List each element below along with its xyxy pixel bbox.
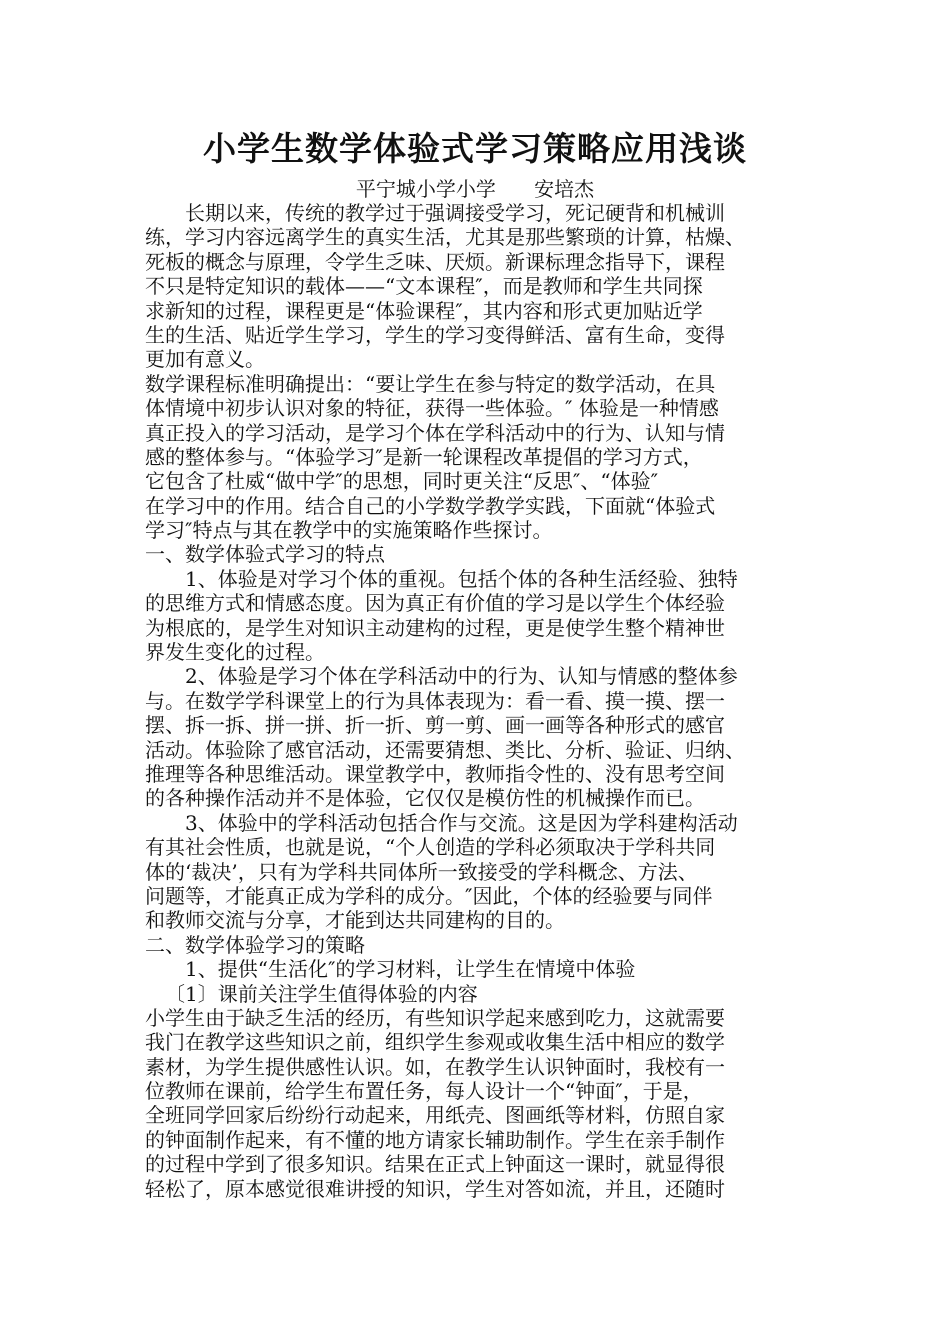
text-line: 和教师交流与分享，才能到达共同建构的目的。 [145,908,565,933]
text-line: 的思维方式和情感态度。因为真正有价值的学习是以学生个体经验 [145,591,725,616]
text-line: 在学习中的作用。结合自己的小学数学教学实践，下面就“体验式 [145,493,716,518]
text-line: 活动。体验除了感官活动，还需要猜想、类比、分析、验证、归纳、 [145,737,745,762]
text-line: 全班同学回家后纷纷行动起来，用纸壳、图画纸等材料，仿照自家 [145,1103,725,1128]
text-line: 体的‘裁决’，只有为学科共同体所一致接受的学科概念、方法、 [145,859,698,884]
author-byline: 平宁城小学小学 安培杰 [355,177,595,201]
text-line: 真正投入的学习活动，是学习个体在学科活动中的行为、认知与情 [145,420,725,445]
text-line: 位教师在课前，给学生布置任务，每人设计一个“钟面″，于是， [145,1079,703,1104]
text-line: 摆、拆一拆、拼一拼、折一折、剪一剪、画一画等各种形式的感官 [145,713,725,738]
text-line: 更加有意义。 [145,347,265,372]
text-line: 数学课程标准明确提出：“要让学生在参与特定的数学活动，在具 [145,371,716,396]
text-line: 的钟面制作起来，有不懂的地方请家长辅助制作。学生在亲手制作 [145,1127,725,1152]
text-line: 〔1〕课前关注学生值得体验的内容 [165,981,478,1006]
text-line: 素材，为学生提供感性认识。如，在教学生认识钟面时，我校有一 [145,1054,725,1079]
text-line: 1、提供“生活化″的学习材料，让学生在情境中体验 [185,957,636,982]
text-line: 的过程中学到了很多知识。结果在正式上钟面这一课时，就显得很 [145,1152,725,1177]
text-line: 感的整体参与。“体验学习″是新一轮课程改革提倡的学习方式， [145,444,703,469]
text-line: 界发生变化的过程。 [145,640,325,665]
text-line: 体情境中初步认识对象的特征，获得一些体验。″ 体验是一种情感 [145,396,719,421]
text-line: 小学生由于缺乏生活的经历，有些知识学起来感到吃力，这就需要 [145,1005,725,1030]
text-line: 问题等，才能真正成为学科的成分。″因此，个体的经验要与同伴 [145,883,713,908]
text-line: 它包含了杜威“做中学″的思想，同时更关注“反思″、“体验″ [145,469,659,494]
text-line: 练，学习内容远离学生的真实生活，尤其是那些繁琐的计算，枯燥、 [145,225,745,250]
text-line: 学习″特点与其在教学中的实施策略作些探讨。 [145,518,553,543]
text-line: 一、数学体验式学习的特点 [145,542,385,567]
text-line: 我门在教学这些知识之前，组织学生参观或收集生活中相应的数学 [145,1030,725,1055]
text-line: 死板的概念与原理，令学生乏味、厌烦。新课标理念指导下，课程 [145,249,725,274]
text-line: 为根底的，是学生对知识主动建构的过程，更是使学生整个精神世 [145,615,725,640]
text-line: 长期以来，传统的教学过于强调接受学习，死记硬背和机械训 [185,201,725,225]
text-line: 有其社会性质，也就是说，“个人创造的学科必须取决于学科共同 [145,835,716,860]
text-line: 求新知的过程，课程更是“体验课程″，其内容和形式更加贴近学 [145,298,703,323]
text-line: 轻松了，原本感觉很难讲授的知识，学生对答如流，并且，还随时 [145,1176,725,1201]
text-line: 生的生活、贴近学生学习，学生的学习变得鲜活、富有生命，变得 [145,322,725,347]
page-title: 小学生数学体验式学习策略应用浅谈 [203,129,747,168]
text-line: 不只是特定知识的载体——“文本课程″，而是教师和学生共同探 [145,274,703,299]
text-line: 1、体验是对学习个体的重视。包括个体的各种生活经验、独特 [185,566,738,591]
text-line: 推理等各种思维活动。课堂教学中，教师指令性的、没有思考空间 [145,761,725,786]
document-body [145,201,810,1201]
text-line: 3、体验中的学科活动包括合作与交流。这是因为学科建构活动 [185,810,738,835]
text-line: 的各种操作活动并不是体验，它仅仅是模仿性的机械操作而已。 [145,786,705,811]
text-line: 二、数学体验学习的策略 [145,932,365,957]
text-line: 与。在数学学科课堂上的行为具体表现为：看一看、摸一摸、摆一 [145,688,725,713]
text-line: 2、体验是学习个体在学科活动中的行为、认知与情感的整体参 [185,664,738,689]
